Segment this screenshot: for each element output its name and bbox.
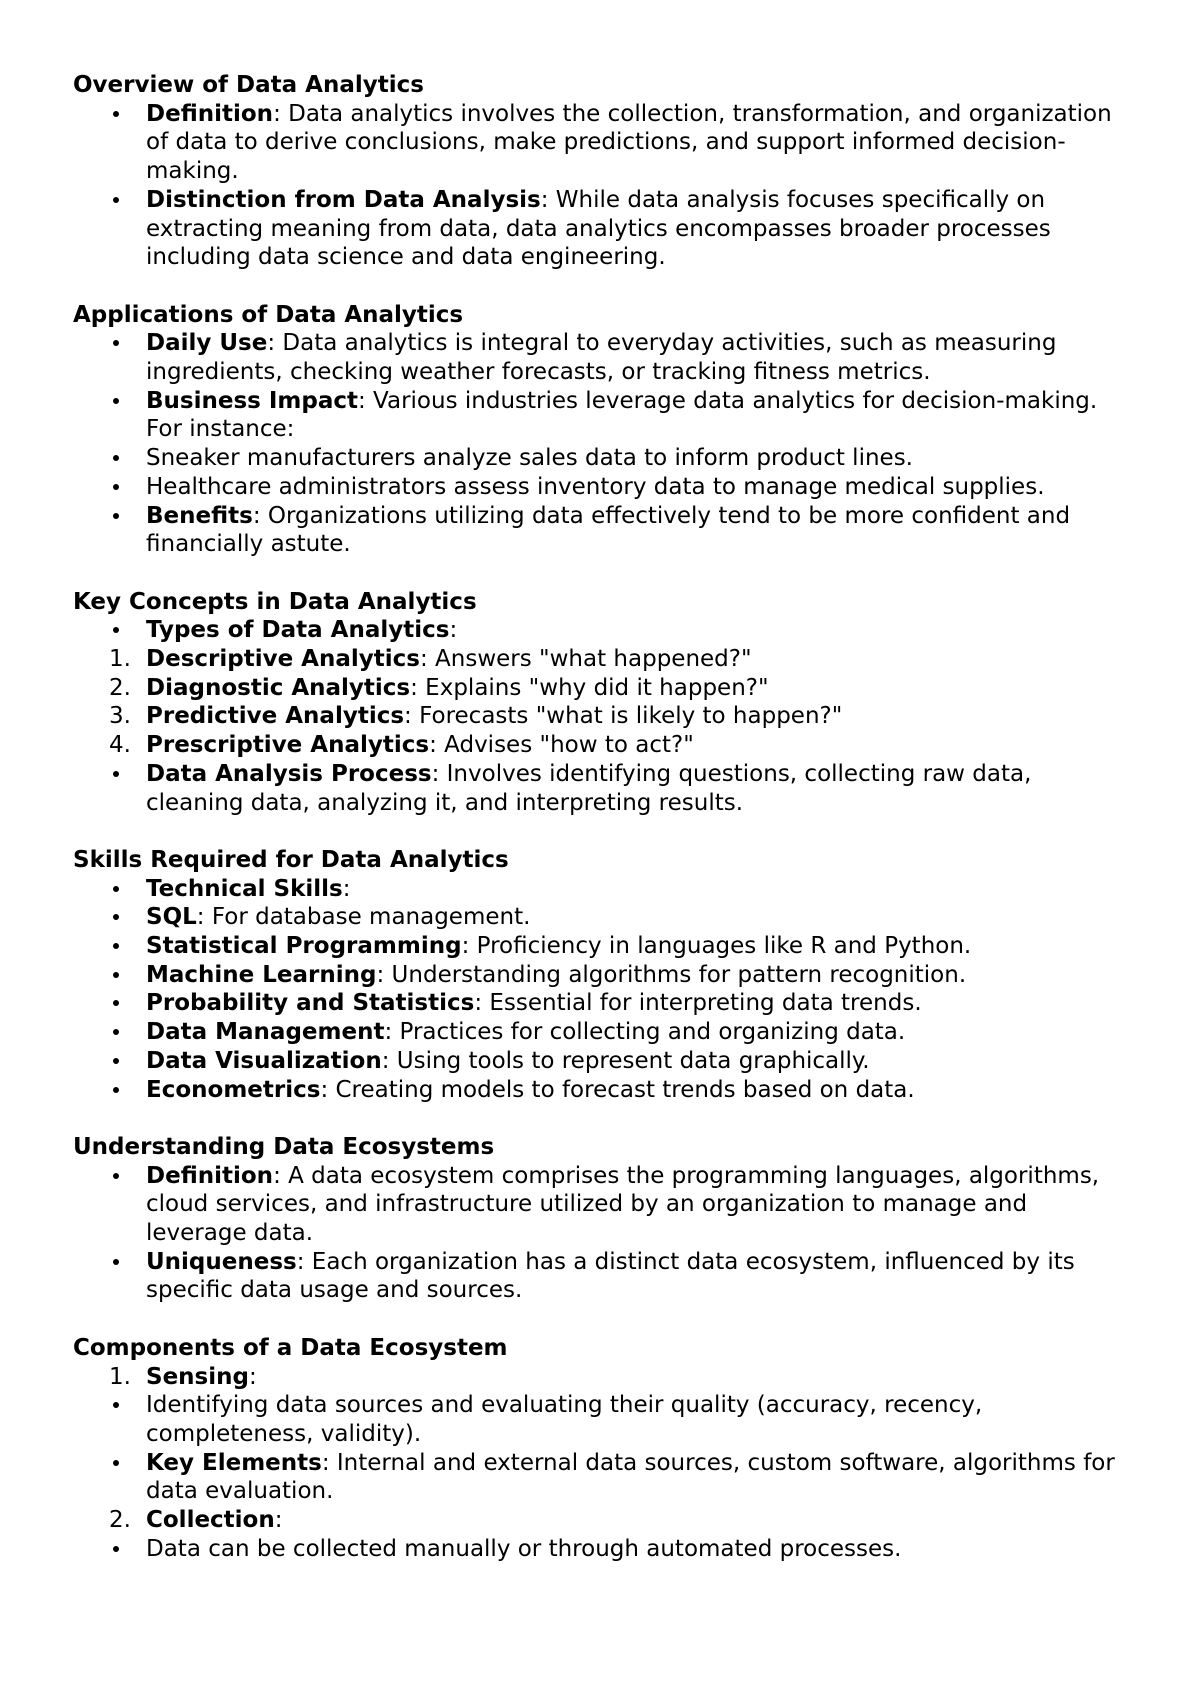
item-text: : Data analytics is integral to everyday activities, such as measuring ingredients, checking weather forecasts, or tracking fitness metrics. [146, 330, 1057, 386]
item-text: : Forecasts "what is likely to happen?" [404, 703, 843, 730]
item-number: 2. [109, 1507, 131, 1534]
sub-list-item [0, 989, 1133, 1018]
item-label: Sensing [146, 1363, 249, 1390]
numbered-item [73, 1363, 1133, 1507]
section-title: Applications of Data Analytics [73, 301, 464, 328]
bullet-list [73, 1162, 1133, 1306]
bullet-list [73, 329, 1133, 559]
item-text: : Understanding algorithms for pattern recognition. [376, 961, 967, 988]
numbered-item [0, 645, 1133, 674]
item-text: : Each organization has a distinct data ecosystem, influenced by its specific data usage and sources. [146, 1248, 1075, 1304]
section-title: Understanding Data Ecosystems [73, 1133, 495, 1160]
item-number: 4. [109, 732, 131, 759]
item-number: 2. [109, 674, 131, 701]
item-text: : For database management. [196, 904, 531, 931]
list-item [73, 329, 1133, 386]
list-item [73, 760, 1133, 817]
item-label: Technical Skills [146, 875, 343, 902]
item-text: : Proficiency in languages like R and Python. [461, 933, 972, 960]
item-text: : [248, 1363, 257, 1390]
item-label: Types of Data Analytics [146, 617, 450, 644]
item-label: Machine Learning [146, 961, 377, 988]
bullet-list [73, 616, 1133, 817]
section-applications [73, 301, 1133, 559]
item-text: : Answers "what happened?" [419, 646, 752, 673]
item-label: SQL [146, 904, 197, 931]
sub-list-item [0, 473, 1133, 502]
sub-list-item [0, 444, 1133, 473]
item-text: Healthcare administrators assess inventory data to manage medical supplies. [146, 473, 1045, 500]
item-label: Statistical Programming [146, 933, 462, 960]
item-label: Business Impact [146, 387, 358, 414]
item-label: Descriptive Analytics [146, 646, 420, 673]
section-title: Key Concepts in Data Analytics [73, 588, 477, 615]
section-title: Overview of Data Analytics [73, 72, 424, 98]
item-text: : While data analysis focuses specifically on extracting meaning from data, data analytics encompasses broader processes including data science and data engineering. [146, 186, 1051, 271]
item-text: : [449, 617, 458, 644]
item-label: Econometrics [146, 1076, 321, 1103]
item-label: Definition [146, 1162, 274, 1189]
sub-list-item [0, 903, 1133, 932]
item-label: Predictive Analytics [146, 703, 405, 730]
item-text: : [342, 875, 351, 902]
item-text: : A data ecosystem comprises the programming languages, algorithms, cloud services, and infrastructure utilized by an organization to manage and leverage data. [146, 1162, 1100, 1247]
sub-list-item [0, 1535, 1133, 1564]
item-text: : Involves identifying questions, collecting raw data, cleaning data, analyzing it, and interpreting results. [146, 760, 1032, 816]
numbered-item [0, 702, 1133, 731]
item-label: Key Elements [146, 1449, 322, 1476]
item-text: : Explains "why did it happen?" [410, 674, 769, 701]
document-body [73, 71, 1133, 1592]
sub-bullet-list [0, 1535, 1133, 1564]
sub-bullet-list [0, 444, 1133, 501]
section-key-concepts [73, 588, 1133, 818]
item-label: Definition [146, 100, 274, 127]
list-item [73, 875, 1133, 1105]
numbered-item [0, 674, 1133, 703]
sub-bullet-list [0, 903, 1133, 1104]
item-text: : Internal and external data sources, custom software, algorithms for data evaluation. [146, 1449, 1115, 1505]
item-text: : Advises "how to act?" [429, 732, 694, 759]
list-item [73, 186, 1133, 272]
item-label: Data Analysis Process [146, 760, 432, 787]
item-number: 1. [109, 1363, 131, 1390]
item-text: : Practices for collecting and organizing data. [384, 1019, 906, 1046]
item-label: Uniqueness [146, 1248, 297, 1275]
numbered-list [73, 1363, 1133, 1564]
section-components [73, 1334, 1133, 1564]
sub-list-item [0, 932, 1133, 961]
item-label: Probability and Statistics [146, 990, 475, 1017]
item-label: Data Visualization [146, 1047, 382, 1074]
sub-list-item [0, 1047, 1133, 1076]
list-item [73, 502, 1133, 559]
item-label: Prescriptive Analytics [146, 732, 430, 759]
list-item [73, 1162, 1133, 1248]
item-label: Daily Use [146, 330, 268, 357]
bullet-list [73, 875, 1133, 1105]
item-text: : Data analytics involves the collection, transformation, and organization of data to derive conclusions, make predictions, and support informed decision-making. [146, 100, 1112, 185]
bullet-list [73, 100, 1133, 272]
item-label: Diagnostic Analytics [146, 674, 411, 701]
item-text: Data can be collected manually or through automated processes. [146, 1535, 902, 1562]
item-text: : Essential for interpreting data trends. [474, 990, 922, 1017]
sub-list-item [0, 1018, 1133, 1047]
sub-list-item [0, 1076, 1133, 1105]
item-label: Benefits [146, 502, 253, 529]
sub-list-item [0, 1449, 1133, 1506]
numbered-item [73, 1506, 1133, 1563]
item-text: : [274, 1507, 283, 1534]
sub-list-item [0, 1391, 1133, 1448]
section-title: Components of a Data Ecosystem [73, 1334, 508, 1361]
item-number: 3. [109, 703, 131, 730]
numbered-list [0, 645, 1133, 760]
sub-list-item [0, 961, 1133, 990]
item-text: : Organizations utilizing data effectively tend to be more confident and financially astute. [146, 502, 1071, 558]
list-item [73, 100, 1133, 186]
section-skills [73, 846, 1133, 1104]
section-overview [73, 71, 1133, 272]
item-label: Collection [146, 1507, 275, 1534]
section-title: Skills Required for Data Analytics [73, 846, 509, 873]
item-label: Data Management [146, 1019, 385, 1046]
item-text: Identifying data sources and evaluating their quality (accuracy, recency, completeness, validity). [146, 1392, 983, 1447]
list-item [73, 387, 1133, 502]
numbered-item [0, 731, 1133, 760]
item-text: : Using tools to represent data graphically. [381, 1047, 870, 1074]
list-item [73, 616, 1133, 760]
item-text: : Various industries leverage data analytics for decision-making. For instance: [146, 387, 1098, 443]
item-number: 1. [109, 646, 131, 673]
list-item [73, 1248, 1133, 1305]
item-text: Sneaker manufacturers analyze sales data to inform product lines. [146, 445, 913, 472]
item-label: Distinction from Data Analysis [146, 186, 541, 213]
section-ecosystems [73, 1133, 1133, 1305]
sub-bullet-list [0, 1391, 1133, 1506]
item-text: : Creating models to forecast trends based on data. [320, 1076, 915, 1103]
